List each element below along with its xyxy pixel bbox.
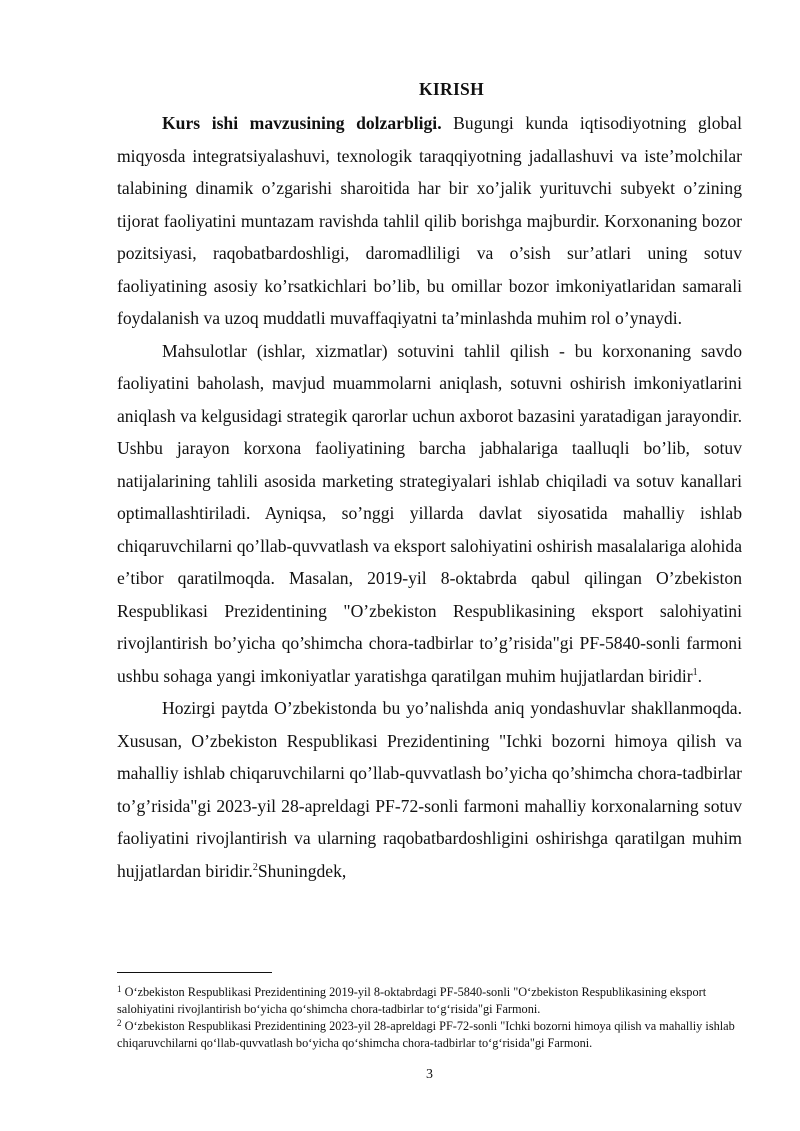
paragraph-current-approach [117, 692, 742, 887]
footnote-text: O‘zbekiston Respublikasi Prezidentining 2023-yil 28-apreldagi PF-72-sonli "Ichki bozorni himoya qilish va mahalliy ishlab chiqaruvchilarni qo‘llab-quvvatlash bo‘yicha qo‘shimcha chora-tadbirlar to‘g‘risida"gi Farmoni. [117, 1019, 735, 1050]
paragraph-end: Shuningdek, [257, 860, 347, 881]
paragraph-sales-analysis [117, 335, 742, 693]
paragraph-relevance [117, 107, 742, 335]
footnote-1 [117, 984, 742, 1017]
paragraph-end: . [697, 665, 702, 686]
footnote-number: 2 [117, 1018, 122, 1028]
page-number: 3 [426, 1067, 433, 1082]
body-text [117, 107, 742, 887]
footnote-ref[interactable]: 2 [252, 861, 258, 873]
paragraph-text: Mahsulotlar (ishlar, xizmatlar) sotuvini tahlil qilish - bu korxonaning savdo faoliyatini baholash, mavjud muammolarni aniqlash, sotuvni oshirish imkoniyatlarini aniqlash va kelgusidagi strategik qarorlar uchun axborot bazasini yaratadigan jarayondir. Ushbu jarayon korxona faoliyatining barcha jabhalariga taalluqli bo’lib, sotuv natijalarining tahlili asosida marketing strategiyalari ishlab chiqiladi va sotuv kanallari optimallashtiriladi. Ayniqsa, so’nggi yillarda davlat siyosatida mahalliy ishlab chiqaruvchilarni qo’llab-quvvatlash va eksport salohiyatini oshirish masalalariga alohida e’tibor qaratilmoqda. Masalan, 2019-yil 8-oktabrda qabul qilingan O’zbekiston Respublikasi Prezidentining "O’zbekiston Respublikasining eksport salohiyatini rivojlantirish bo’yicha qo’shimcha chora-tadbirlar to’g’risida"gi PF-5840-sonli farmoni ushbu sohaga yangi imkoniyatlar yaratishga qaratilgan muhim hujjatlardan biridir [117, 340, 742, 686]
paragraph-text: Hozirgi paytda O’zbekistonda bu yo’nalishda aniq yondashuvlar shakllanmoqda. Xususan, O’zbekiston Respublikasi Prezidentining "Ichki bozorni himoya qilish va mahalliy ishlab chiqaruvchilarni qo’llab-quvvatlash bo’yicha qo’shimcha chora-tadbirlar to’g’risida"gi 2023-yil 28-apreldagi PF-72-sonli farmoni mahalliy korxonalarning sotuv faoliyatini rivojlantirish va ularning raqobatbardoshligini oshirishga qaratilgan muhim hujjatlardan biridir. [117, 698, 742, 881]
footnote-text: O‘zbekiston Respublikasi Prezidentining 2019-yil 8-oktabrdagi PF-5840-sonli "O‘zbekiston Respublikasining eksport salohiyatini rivojlantirish bo‘yicha qo‘shimcha chora-tadbirlar to‘g‘risida"gi Farmoni. [117, 985, 707, 1016]
footnote-divider [117, 972, 272, 973]
page-title: KIRISH [418, 79, 484, 99]
paragraph-lead: Kurs ishi mavzusining dolzarbligi. [162, 113, 442, 133]
footnote-number: 1 [117, 984, 122, 994]
footnotes [117, 984, 742, 1052]
paragraph-text: Bugungi kunda iqtisodiyotning global miqyosda integratsiyalashuvi, texnologik taraqqiyotning jadallashuvi va iste’molchilar talabining dinamik o’zgarishi sharoitida har bir xo’jalik yurituvchi subyekt o’zining tijorat faoliyatini muntazam ravishda tahlil qilib borishga majburdir. Korxonaning bozor pozitsiyasi, raqobatbardoshligi, daromadliligi va o’sish sur’atlari uning sotuv faoliyatining asosiy ko’rsatkichlari bo’lib, bu omillar bozor imkoniyatlaridan samarali foydalanish va uzoq muddatli muvaffaqiyatni ta’minlashda muhim rol o’ynaydi. [117, 113, 742, 328]
footnote-2 [117, 1018, 742, 1051]
footnote-ref[interactable]: 1 [692, 666, 698, 678]
